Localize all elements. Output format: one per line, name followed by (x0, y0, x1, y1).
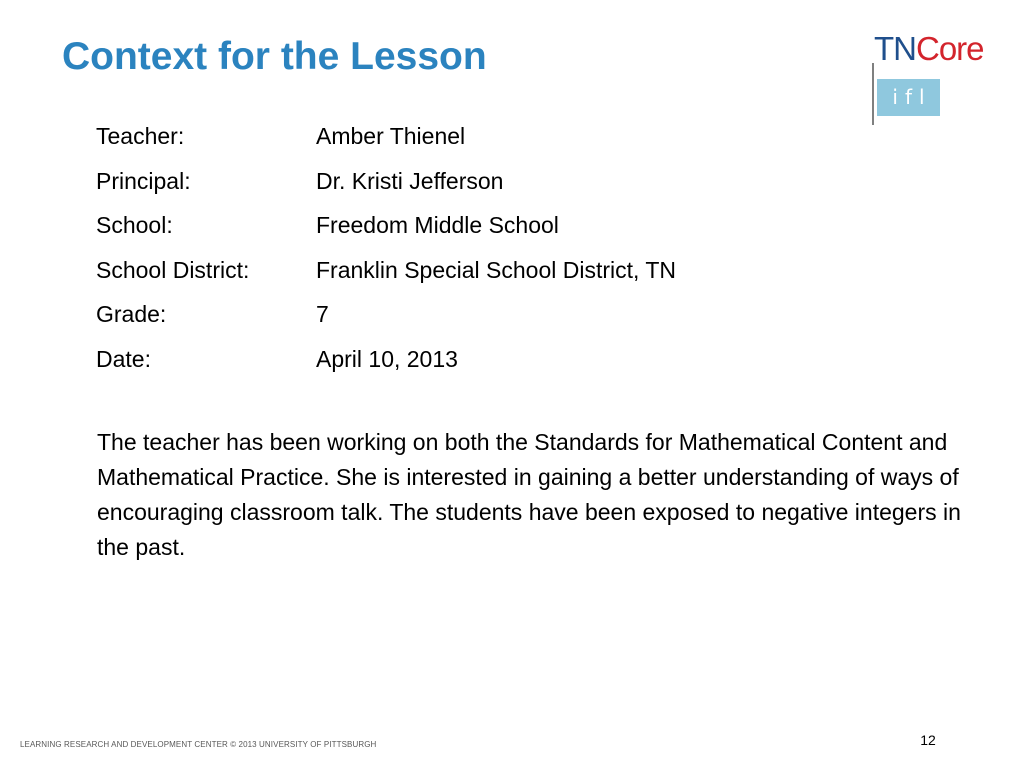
ifl-logo-box (877, 79, 940, 116)
ifl-logo-text: ifl (892, 85, 932, 109)
slide-title: Context for the Lesson (62, 35, 487, 78)
info-value: Freedom Middle School (316, 212, 559, 238)
info-label: Principal: (96, 167, 191, 194)
info-row-teacher (96, 120, 856, 165)
page-number: 12 (920, 732, 936, 748)
lesson-context-paragraph: The teacher has been working on both the Standards for Mathematical Content and Mathematical Practice. She is interested in gaining a better understanding of ways of encouraging classroom talk. The students have been exposed to negative integers in the past. (97, 429, 961, 560)
info-label: School District: (96, 256, 250, 283)
info-row-principal (96, 165, 856, 210)
info-row-school (96, 209, 856, 254)
info-value: Franklin Special School District, TN (316, 256, 677, 283)
logo-core-text: Core (916, 30, 984, 67)
info-value: 7 (316, 301, 329, 327)
info-label: Teacher: (96, 123, 185, 149)
info-row-school-district (96, 254, 856, 299)
tncore-wordmark (874, 30, 984, 68)
footer-copyright: LEARNING RESEARCH AND DEVELOPMENT CENTER © 2013 UNIVERSITY OF PITTSBURGH (20, 740, 377, 749)
info-value: Dr. Kristi Jefferson (316, 167, 504, 194)
info-value: April 10, 2013 (316, 345, 458, 372)
logo-tn-text: TN (874, 30, 916, 67)
info-value: Amber Thienel (316, 123, 466, 149)
info-label: Date: (96, 345, 151, 372)
info-label: Grade: (96, 301, 167, 327)
lesson-info-table (96, 120, 856, 387)
info-row-grade (96, 298, 856, 343)
info-row-date (96, 343, 856, 388)
tncore-ifl-logo (866, 30, 1006, 128)
logo-divider-line (872, 63, 874, 125)
info-label: School: (96, 212, 173, 238)
